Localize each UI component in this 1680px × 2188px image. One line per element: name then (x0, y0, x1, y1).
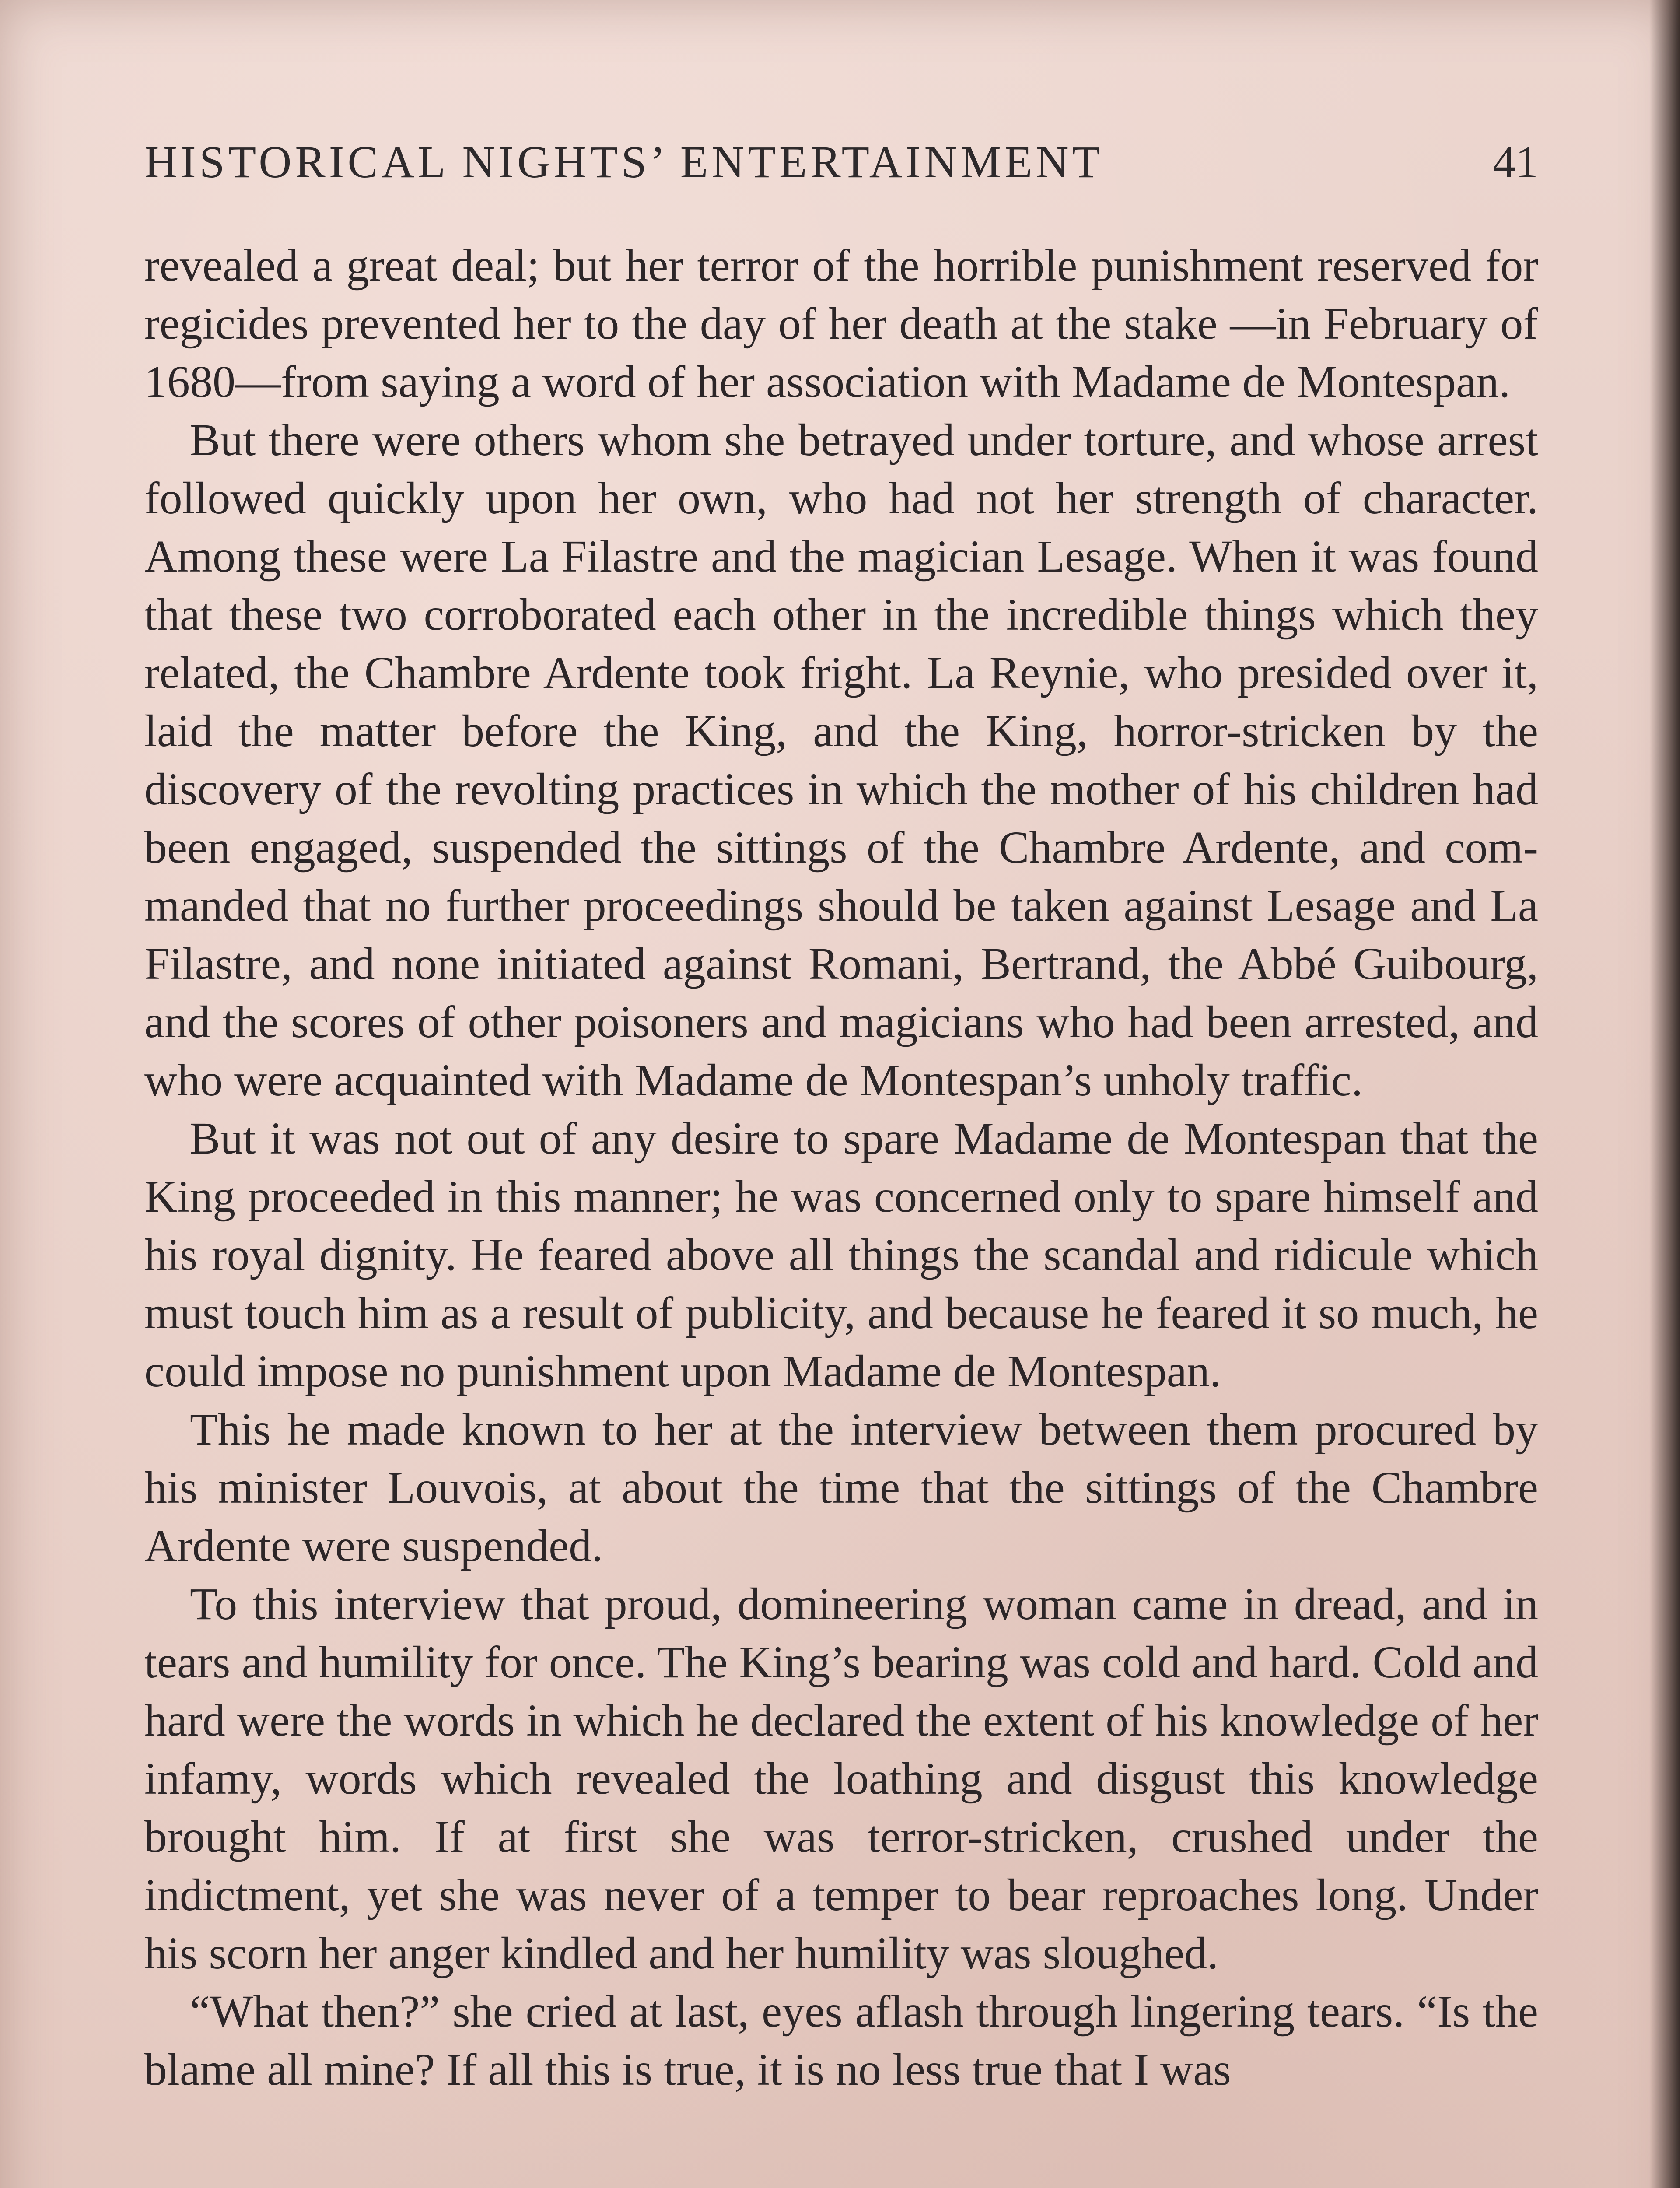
page-edge-shadow (1649, 0, 1680, 2188)
body-text (144, 236, 1538, 2099)
paragraph-2: But there were others whom she betrayed under torture, and whose arrest followed quickly upon her own, who had not her strength of character. Among these were La Filastre and the magician Lesage. When it was found that these two corroborated each other in the incredible things which they related, the Chambre Ardente took fright. La Reynie, who presided over it, laid the matter before the King, and the King, horror-stricken by the discovery of the revolting practices in which the mother of his children had been engaged, suspended the sittings of the Chambre Ardente, and commanded that no further proceedings should be taken against Lesage and La Filastre, and none initiated against Romani, Bertrand, the Abbé Guibourg, and the scores of other poisoners and magicians who had been arrested, and who were acquainted with Madame de Montespan’s unholy traffic. (144, 415, 1538, 1105)
paragraph-5: To this interview that proud, domineering woman came in dread, and in tears and humility for once. The King’s bearing was cold and hard. Cold and hard were the words in which he declared the extent of his knowledge of her infamy, words which revealed the loathing and disgust this knowledge brought him. If at first she was terror-stricken, crushed under the indictment, yet she was never of a temper to bear reproaches long. Under his scorn her anger kindled and her humility was sloughed. (144, 1579, 1538, 1978)
running-head (144, 130, 1538, 195)
paragraph-6: “What then?” she cried at last, eyes aflash through lingering tears. “Is the blame all mine? If all this is true, it is no less true that I was (144, 1986, 1538, 2095)
running-title: HISTORICAL NIGHTS’ ENTERTAINMENT (144, 137, 1104, 187)
paragraph-3: But it was not out of any desire to spare Madame de Montespan that the King proceeded in this manner; he was concerned only to spare himself and his royal dignity. He feared above all things the scandal and ridicule which must touch him as a result of publicity, and because he feared it so much, he could impose no punishment upon Madame de Montespan. (144, 1113, 1538, 1396)
page-number: 41 (1493, 137, 1538, 187)
paragraph-1: revealed a great deal; but her terror of the horrible punishment reserved for regicides prevented her to the day of her death at the stake —in February of 1680—from saying a word of her association with Madame de Montespan. (144, 240, 1538, 407)
paragraph-4: This he made known to her at the interview between them procured by his minister Louvois, at about the time that the sittings of the Chambre Ardente were suspended. (144, 1404, 1538, 1571)
